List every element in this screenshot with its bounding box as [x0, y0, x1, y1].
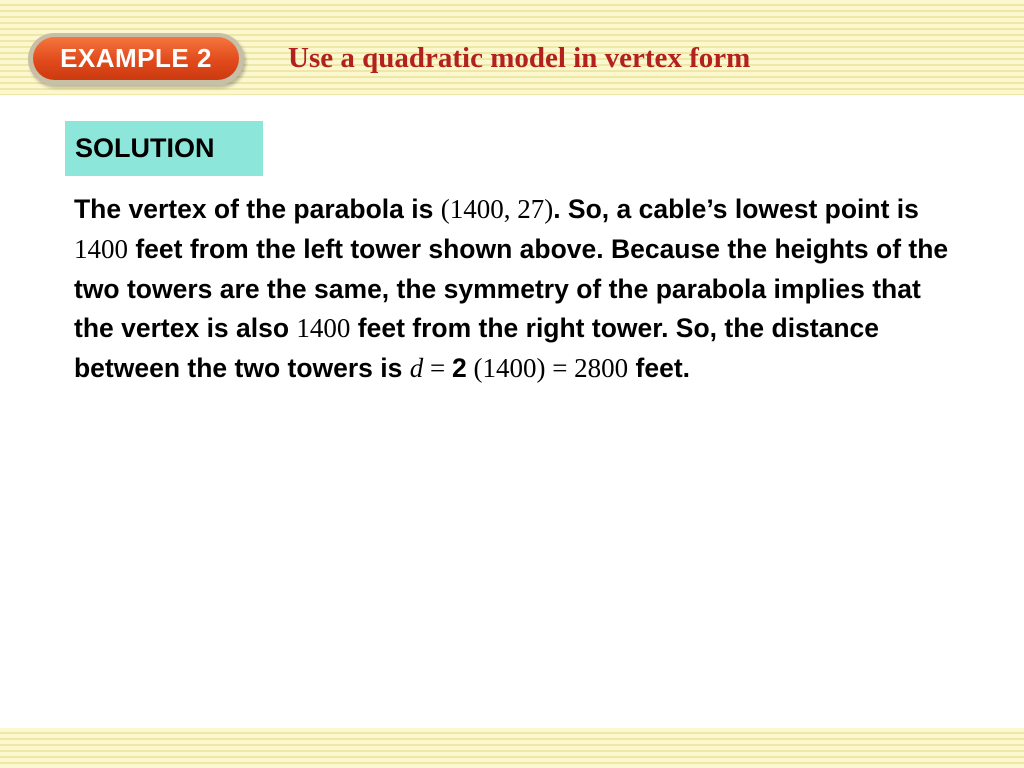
math-factor-two: 2: [451, 353, 467, 384]
solution-paragraph: [74, 190, 954, 389]
math-distance-left: 1400: [74, 233, 128, 264]
math-equals: =: [423, 353, 452, 384]
text-segment: The vertex of the parabola is: [74, 194, 441, 224]
lesson-title: Use a quadratic model in vertex form: [288, 42, 751, 74]
text-segment: feet from the left tower shown above. Because the heights of the two towers are the same, the symmetry of the parabola implies that the vertex is also: [74, 233, 949, 344]
math-product: (1400) = 2800: [466, 353, 629, 384]
footer-band: [0, 728, 1024, 768]
math-variable-d: d: [409, 353, 424, 384]
solution-label: SOLUTION: [65, 121, 263, 176]
math-distance-right: 1400: [296, 313, 351, 344]
text-segment: feet.: [628, 353, 691, 384]
text-segment: . So, a cable’s lowest point is: [553, 194, 919, 224]
math-vertex: (1400, 27): [440, 194, 554, 224]
example-badge-label: EXAMPLE 2: [33, 37, 239, 80]
example-badge: [28, 33, 244, 85]
text-segment: feet from the right tower. So, the distance between the two towers is: [74, 313, 880, 384]
